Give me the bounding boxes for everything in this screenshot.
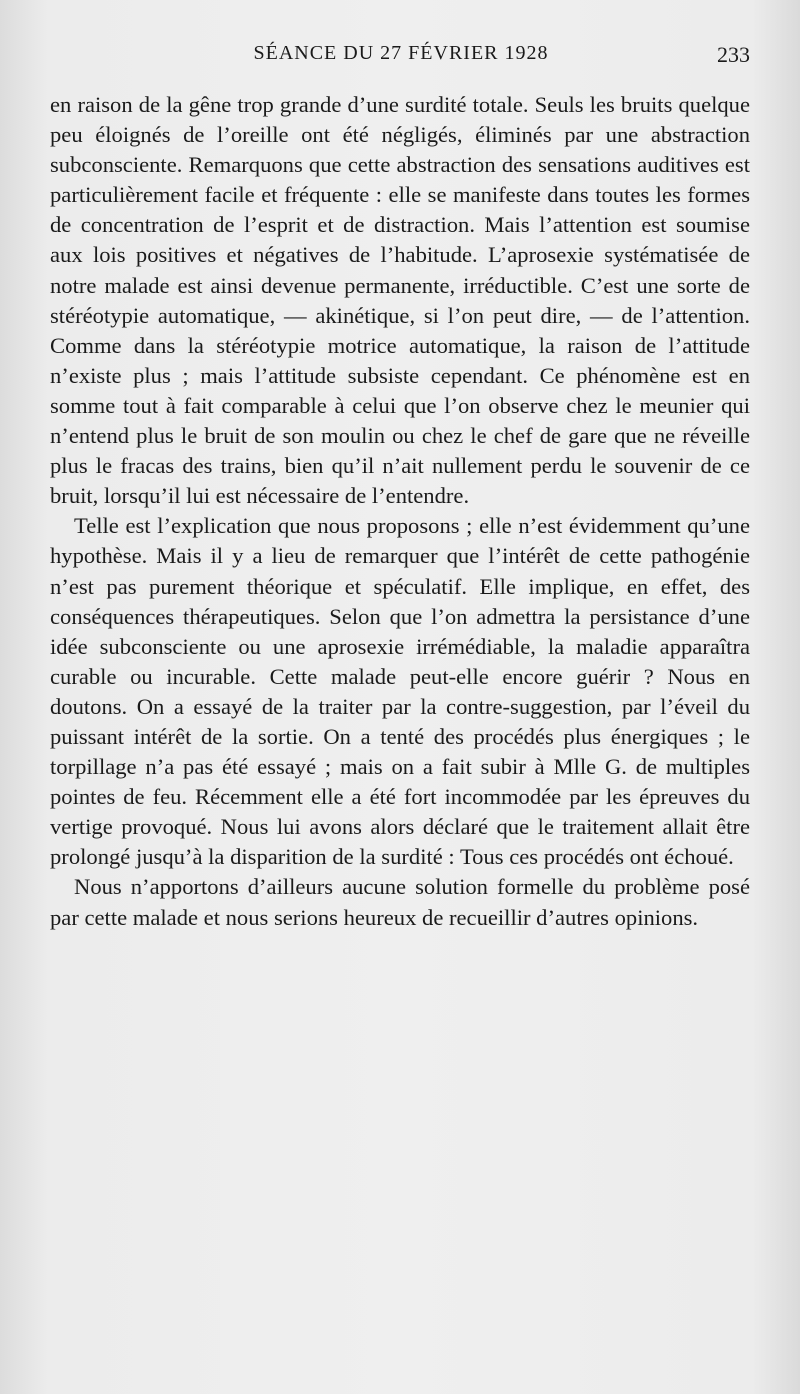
paragraph: en raison de la gêne trop grande d’une surdité totale. Seuls les bruits quelque peu éloignés de l’oreille ont été négligés, éliminés par une abstraction subconsciente. Remarquons que cette abstraction des sensations auditives est particulièrement facile et fréquente : elle se manifeste dans toutes les formes de concentration de l’esprit et de distraction. Mais l’attention est soumise aux lois positives et négatives de l’habitude. L’aprosexie systématisée de notre malade est ainsi devenue permanente, irréductible. C’est une sorte de stéréotypie automatique, — akinétique, si l’on peut dire, — de l’attention. Comme dans la stéréotypie motrice automatique, la raison de l’attitude n’existe plus ; mais l’attitude subsiste cependant. Ce phénomène est en somme tout à fait comparable à celui que l’on observe chez le meunier qui n’entend plus le bruit de son moulin ou chez le chef de gare que ne réveille plus le fracas des trains, bien qu’il n’ait nullement perdu le souvenir de ce bruit, lorsqu’il lui est nécessaire de l’entendre. — [50, 92, 750, 509]
paragraph: Nous n’apportons d’ailleurs aucune solution formelle du problème posé par cette malade et nous serions heureux de recueillir d’autres opinions. — [50, 874, 750, 930]
paragraph: Telle est l’explication que nous proposons ; elle n’est évidemment qu’une hypothèse. Mais il y a lieu de remarquer que l’intérêt de cette pathogénie n’est pas purement théorique et spéculatif. Elle implique, en effet, des conséquences thérapeutiques. Selon que l’on admettra la persistance d’une idée subconsciente ou une aprosexie irrémédiable, la maladie apparaîtra curable ou incurable. Cette malade peut-elle encore guérir ? Nous en doutons. On a essayé de la traiter par la contre-suggestion, par l’éveil du puissant intérêt de la sortie. On a tenté des procédés plus énergiques ; le torpillage n’a pas été essayé ; mais on a fait subir à Mlle G. de multiples pointes de feu. Récemment elle a été fort incommodée par les épreuves du vertige provoqué. Nous lui avons alors déclaré que le traitement allait être prolongé jusqu’à la disparition de la surdité : Tous ces procédés ont échoué. — [50, 513, 750, 870]
page-header — [50, 40, 752, 72]
running-title: SÉANCE DU 27 FÉVRIER 1928 — [253, 42, 549, 64]
body-text — [50, 90, 750, 933]
page-number: 233 — [717, 42, 750, 67]
